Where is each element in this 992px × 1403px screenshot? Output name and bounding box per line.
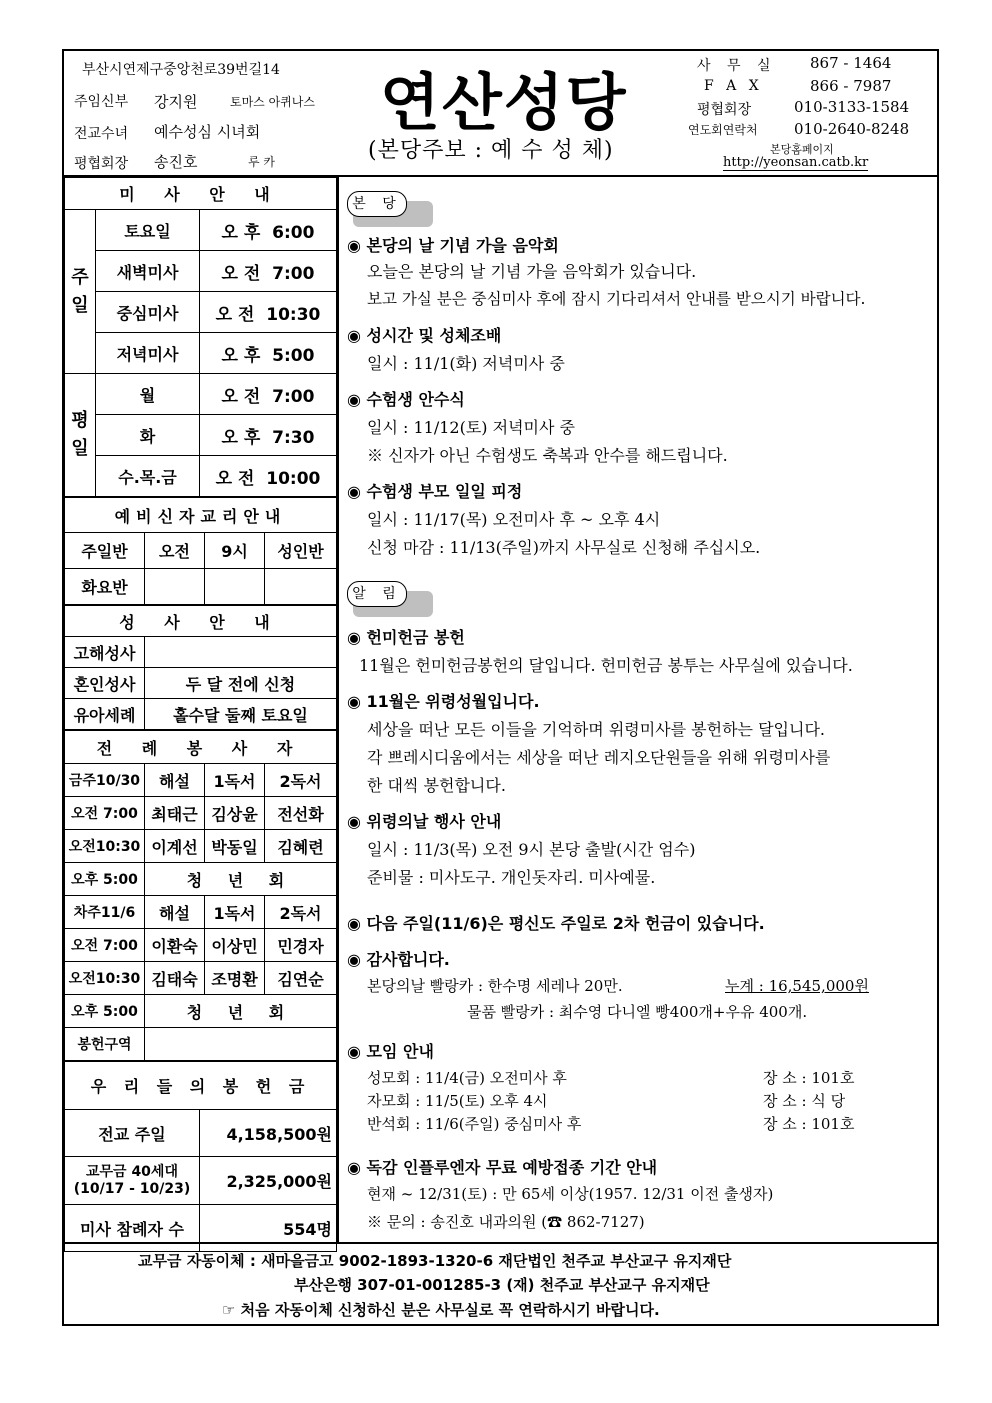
sacrament-value: 두 달 전에 신청 (145, 668, 337, 699)
announcement-text: 일시 : 11/3(목) 오전 9시 본당 출발(시간 엄수) (367, 840, 696, 859)
mass-time: 오 전 10:30 (200, 292, 337, 333)
notice-tag: 알 림 (347, 581, 407, 607)
announcement-text: 한 대씩 봉헌합니다. (367, 776, 506, 795)
catechumen-table (64, 497, 337, 605)
mass-name: 중심미사 (96, 292, 200, 333)
parish-tag: 본 당 (347, 191, 407, 217)
announcement-title: ◉ 모임 안내 (347, 1042, 434, 1061)
mass-time: 오 후 6:00 (200, 210, 337, 251)
announcement-text: 보고 가실 분은 중심미사 후에 잠시 기다리셔서 안내를 받으시기 바랍니다. (367, 290, 866, 308)
mass-heading: 미 사 안 내 (65, 178, 337, 210)
announcement-title: ◉ 11월은 위령성월입니다. (347, 692, 540, 711)
table-cell: 박동일 (205, 830, 265, 863)
sacrament-heading: 성 사 안 내 (65, 606, 337, 637)
left-column (64, 177, 339, 1242)
parish-address: 부산시연제구중앙천로39번길14 (82, 62, 280, 78)
table-cell (205, 569, 265, 605)
offering-table (64, 1061, 337, 1252)
announcement-text: 일시 : 11/1(화) 저녁미사 중 (367, 354, 565, 373)
thanks-line: 물품 빨랑카 : 최수영 다니엘 빵400개+우유 400개. (467, 1003, 808, 1021)
announcement-text: ※ 문의 : 송진호 내과의원 (☎ 862-7127) (367, 1213, 645, 1231)
announcement-title: ◉ 수험생 안수식 (347, 390, 465, 409)
announcement-title: ◉ 수험생 부모 일일 피정 (347, 482, 523, 501)
offering-label: 전교 주일 (65, 1110, 200, 1157)
council-baptism-name: 루 카 (248, 155, 275, 169)
district-label: 봉헌구역 (65, 1028, 145, 1061)
mass-time: 오 후 5:00 (200, 333, 337, 374)
announcement-title: ◉ 본당의 날 기념 가을 음악회 (347, 236, 559, 255)
footer-line: 교무금 자동이체 : 새마을금고 9002-1893-1320-6 재단법인 천주교 부산교구 유지재단 (138, 1252, 732, 1270)
sunday-label: 주 일 (65, 210, 96, 374)
meeting-place: 장 소 : 식 당 (763, 1092, 846, 1110)
pastor-baptism-name: 토마스 아퀴나스 (230, 95, 315, 109)
table-cell: 김연순 (265, 962, 337, 995)
announcement-title: ◉ 위령의날 행사 안내 (347, 812, 502, 831)
table-cell: 주일반 (65, 533, 145, 569)
table-cell: 오전 7:00 (65, 929, 145, 962)
table-cell: 화요반 (65, 569, 145, 605)
mass-time: 오 전 10:00 (200, 456, 337, 497)
announcement-text: 세상을 떠난 모든 이들을 기억하며 위령미사를 봉헌하는 달입니다. (367, 720, 826, 739)
offering-heading: 우 리 들 의 봉 헌 금 (65, 1062, 337, 1110)
sacrament-value: 홀수달 둘째 토요일 (145, 699, 337, 730)
announcement-title: ◉ 헌미헌금 봉헌 (347, 628, 465, 647)
table-cell: 2독서 (265, 896, 337, 929)
pastor-label: 주임신부 (74, 94, 129, 110)
council-label: 평협회장 (74, 156, 129, 172)
table-cell: 김혜련 (265, 830, 337, 863)
table-cell: 청 년 회 (145, 995, 337, 1028)
council-phone: 010-3133-1584 (794, 98, 910, 116)
table-cell (145, 569, 205, 605)
mass-name: 월 (96, 374, 200, 415)
offering-value: 2,325,000원 (200, 1157, 337, 1205)
table-cell: 이계선 (145, 830, 205, 863)
table-cell: 오전10:30 (65, 830, 145, 863)
bulletin-frame (62, 49, 939, 1326)
office-label: 사 무 실 (697, 58, 777, 74)
fax-label: F A X (704, 78, 763, 94)
offering-label: 미사 참례자 수 (65, 1205, 200, 1252)
announcement-text: 오늘은 본당의 날 기념 가을 음악회가 있습니다. (367, 262, 697, 281)
page-subtitle: (본당주보 : 예 수 성 체) (368, 138, 614, 163)
table-cell: 최태근 (145, 797, 205, 830)
sacrament-label: 유아세례 (65, 699, 145, 730)
announcement-text: 각 쁘레시디움에서는 세상을 떠난 레지오단원들을 위해 위령미사를 (367, 748, 831, 767)
ministers-table (64, 730, 337, 1061)
sacrament-label: 혼인성사 (65, 668, 145, 699)
table-cell: 오전 7:00 (65, 797, 145, 830)
sacrament-table (64, 605, 337, 730)
announcement-text: 준비물 : 미사도구. 개인돗자리. 미사예물. (367, 868, 656, 887)
offering-value: 554명 (200, 1205, 337, 1252)
announcement-title: ◉ 감사합니다. (347, 950, 450, 969)
table-cell: 해설 (145, 764, 205, 797)
council-name: 송진호 (154, 153, 198, 171)
bulletin-footer (64, 1242, 937, 1324)
table-cell: 전선화 (265, 797, 337, 830)
mass-name: 화 (96, 415, 200, 456)
table-cell: 오전 (145, 533, 205, 569)
table-cell: 조명환 (205, 962, 265, 995)
mass-time: 오 전 7:00 (200, 251, 337, 292)
mass-name: 토요일 (96, 210, 200, 251)
announcement-text: 현재 ~ 12/31(토) : 만 65세 이상(1957. 12/31 이전 출생자) (367, 1185, 774, 1203)
meeting-item: 반석회 : 11/6(주일) 중심미사 후 (367, 1115, 582, 1133)
nun-name: 예수성심 시녀회 (154, 123, 261, 141)
mass-time: 오 전 7:00 (200, 374, 337, 415)
table-cell: 오후 5:00 (65, 863, 145, 896)
weekday-label: 평 일 (65, 374, 96, 497)
meeting-item: 성모회 : 11/4(금) 오전미사 후 (367, 1069, 567, 1087)
meeting-place: 장 소 : 101호 (763, 1069, 855, 1087)
fax-phone: 866 - 7987 (810, 77, 892, 95)
table-cell: 이상민 (205, 929, 265, 962)
table-cell: 금주10/30 (65, 764, 145, 797)
thanks-total: 누계 : 16,545,000원 (725, 977, 869, 995)
right-column (339, 177, 937, 1242)
page-title: 연산성당 (380, 66, 628, 139)
table-cell: 2독서 (265, 764, 337, 797)
announcement-title: ◉ 성시간 및 성체조배 (347, 326, 502, 345)
sacrament-label: 고해성사 (65, 637, 145, 668)
table-cell: 이환숙 (145, 929, 205, 962)
homepage-label: 본당홈페이지 (770, 143, 834, 156)
table-cell: 민경자 (265, 929, 337, 962)
council-phone-label: 평협회장 (697, 102, 752, 118)
offering-value: 4,158,500원 (200, 1110, 337, 1157)
yeondo-label: 연도회연락처 (688, 123, 758, 137)
mass-name: 수.목.금 (96, 456, 200, 497)
catechumen-heading: 예비신자교리안내 (65, 498, 337, 533)
nun-label: 전교수녀 (74, 126, 129, 142)
meeting-item: 자모회 : 11/5(토) 오후 4시 (367, 1092, 548, 1110)
homepage-link[interactable]: http://yeonsan.catb.kr (723, 155, 869, 170)
announcement-text: 일시 : 11/12(토) 저녁미사 중 (367, 418, 575, 437)
table-cell (265, 569, 337, 605)
table-cell: 1독서 (205, 896, 265, 929)
table-cell: 청 년 회 (145, 863, 337, 896)
table-cell: 성인반 (265, 533, 337, 569)
footer-line: ☞ 처음 자동이체 신청하신 분은 사무실로 꼭 연락하시기 바랍니다. (222, 1301, 660, 1319)
mass-name: 새벽미사 (96, 251, 200, 292)
bulletin-header (64, 51, 937, 177)
table-cell: 오후 5:00 (65, 995, 145, 1028)
mass-time: 오 후 7:30 (200, 415, 337, 456)
table-cell: 9시 (205, 533, 265, 569)
yeondo-phone: 010-2640-8248 (794, 120, 910, 138)
table-cell: 해설 (145, 896, 205, 929)
mass-name: 저녁미사 (96, 333, 200, 374)
sacrament-value (145, 637, 337, 668)
table-cell: 김상윤 (205, 797, 265, 830)
thanks-line: 본당의날 빨랑카 : 한수명 세레나 20만. (367, 977, 623, 995)
announcement-text: 신청 마감 : 11/13(주일)까지 사무실로 신청해 주십시오. (367, 538, 761, 557)
announcement-text: ※ 신자가 아닌 수험생도 축복과 안수를 해드립니다. (367, 446, 728, 465)
table-cell: 1독서 (205, 764, 265, 797)
table-cell: 김태숙 (145, 962, 205, 995)
district-value (145, 1028, 337, 1061)
announcement-text: 11월은 헌미헌금봉헌의 달입니다. 헌미헌금 봉투는 사무실에 있습니다. (359, 656, 853, 675)
office-phone: 867 - 1464 (810, 54, 892, 72)
ministers-heading: 전 례 봉 사 자 (65, 731, 337, 764)
footer-line: 부산은행 307-01-001285-3 (재) 천주교 부산교구 유지재단 (294, 1276, 710, 1294)
offering-label: 교무금 40세대 (10/17 - 10/23) (65, 1157, 200, 1205)
announcement-title: ◉ 독감 인플루엔자 무료 예방접종 기간 안내 (347, 1158, 658, 1177)
meeting-place: 장 소 : 101호 (763, 1115, 855, 1133)
mass-schedule-table (64, 177, 337, 497)
announcement-text: 일시 : 11/17(목) 오전미사 후 ~ 오후 4시 (367, 510, 661, 529)
table-cell: 차주11/6 (65, 896, 145, 929)
table-cell: 오전10:30 (65, 962, 145, 995)
announcement-title: ◉ 다음 주일(11/6)은 평신도 주일로 2차 헌금이 있습니다. (347, 914, 765, 933)
pastor-name: 강지원 (154, 93, 198, 111)
